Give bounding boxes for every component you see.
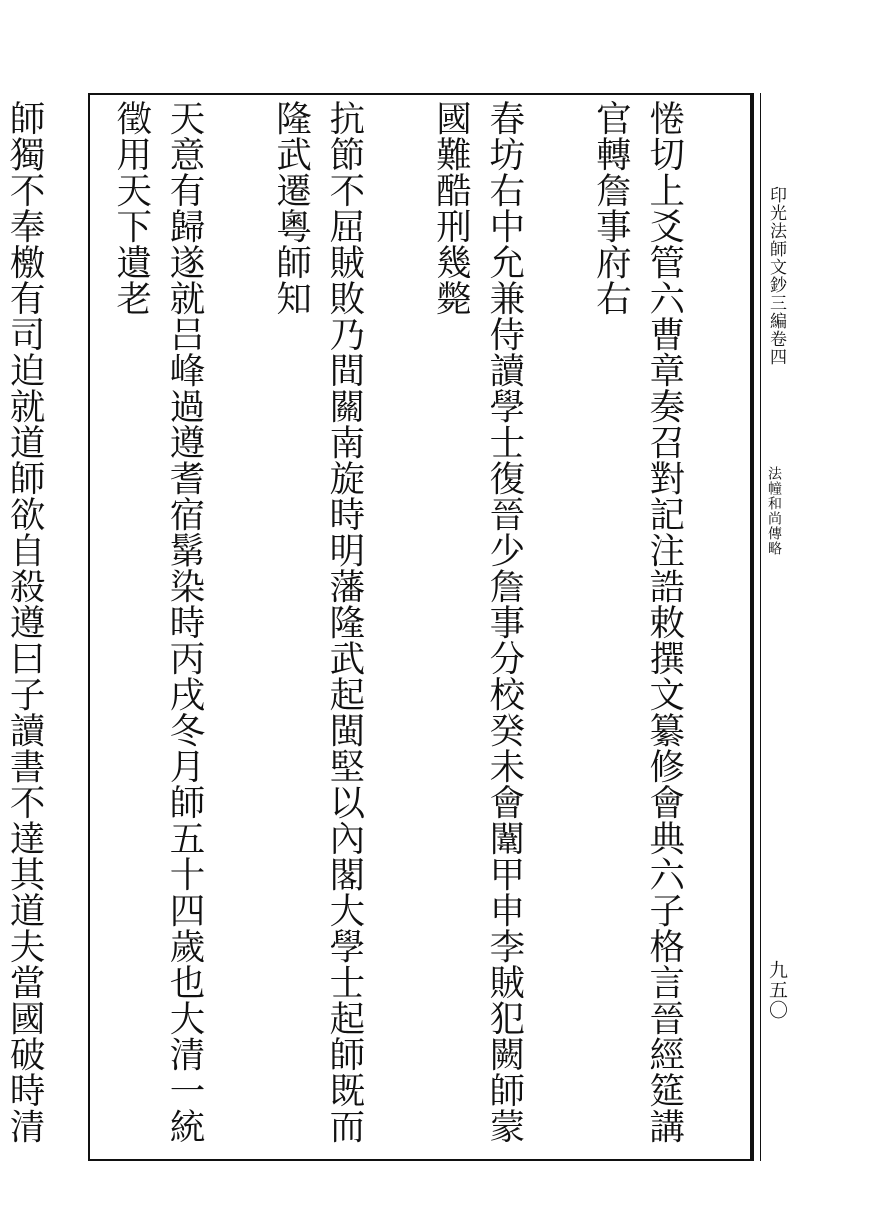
text-column-3: 抗節不屈賊敗乃間關南旋時明藩隆武起閩堅以內閣大學士起師既而隆武遷粵師知 (270, 100, 365, 1144)
frame-outer-rule (760, 93, 761, 1161)
page-number: 九五〇 (766, 960, 788, 1020)
text-column-1: 惓切上爻管六曹章奏召對記注誥敕撰文纂修會典六子格言晉經筵講官轉詹事府右 (590, 100, 685, 1144)
running-head-book-title: 印光法師文鈔三編卷四 (766, 186, 786, 366)
main-text (4, 100, 744, 1150)
running-head-section-title: 法幢和尚傳略 (766, 466, 782, 556)
text-column-2: 春坊右中允兼侍讀學士復晉少詹事分校癸未會闈甲申李賊犯闕師蒙國難酷刑幾斃 (430, 100, 525, 1144)
text-column-5: 師獨不奉檄有司迫就道師欲自殺遵曰子讀書不達其道夫當國破時清 (4, 100, 46, 1144)
text-column-4: 天意有歸遂就吕峰過遵耆宿鬀染時丙戌冬月師五十四歲也大清一統徵用天下遺老 (110, 100, 206, 1144)
frame-divider-rule (752, 93, 754, 1161)
